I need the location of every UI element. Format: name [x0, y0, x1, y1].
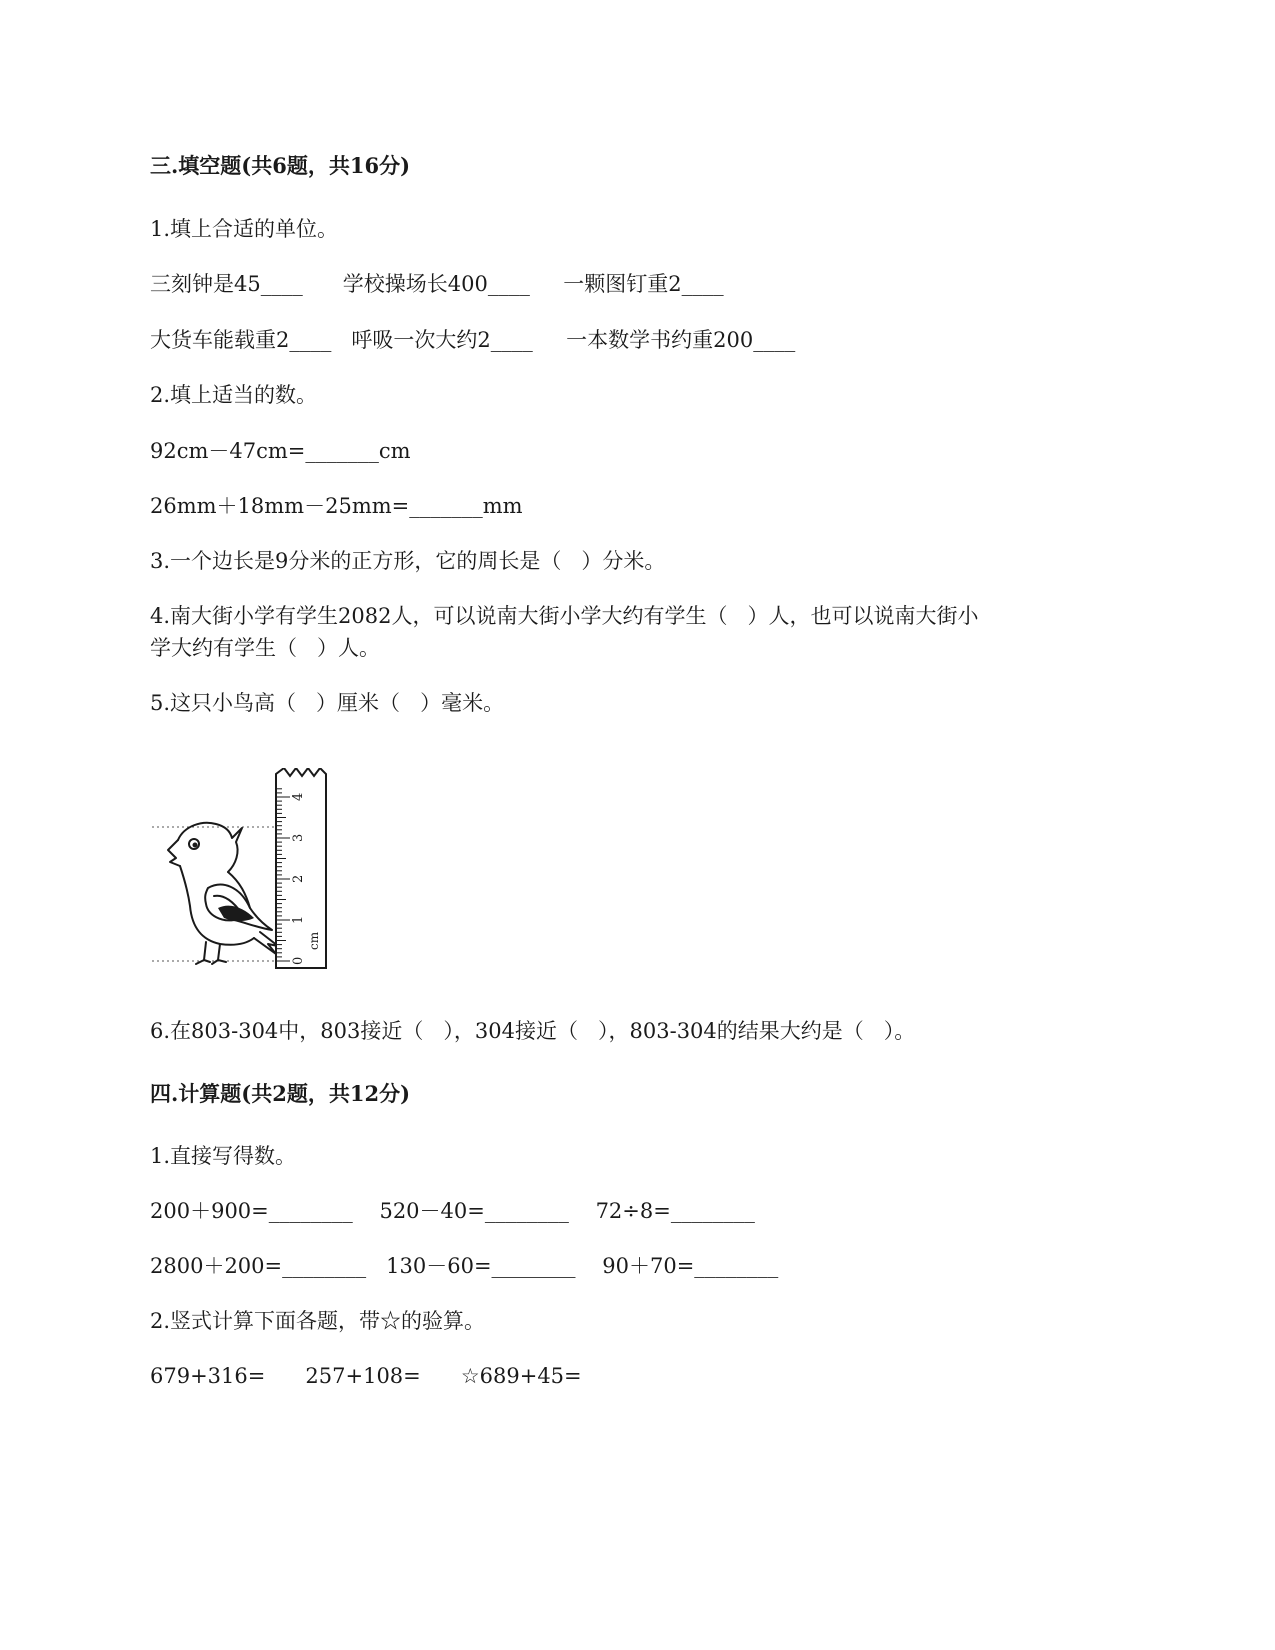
ruler-label-3: 3: [291, 833, 306, 842]
q1-line2: 大货车能载重2____ 呼吸一次大约2____ 一本数学书约重200____: [150, 328, 796, 352]
ruler-label-0: 0: [291, 956, 306, 965]
calc-q1-line1: 200＋900=________ 520－40=________ 72÷8=________: [150, 1199, 755, 1223]
q4-line1: 4.南大街小学有学生2082人，可以说南大街小学大约有学生（ ）人，也可以说南大街小: [150, 604, 979, 628]
q2-line2: 26mm＋18mm－25mm=_______mm: [150, 494, 523, 518]
bird-icon: [168, 823, 278, 964]
q2-line1: 92cm－47cm=_______cm: [150, 439, 411, 463]
calc-q1-prompt: 1.直接写得数。: [150, 1144, 297, 1168]
q1-line1: 三刻钟是45____ 学校操场长400____ 一颗图钉重2____: [150, 272, 724, 296]
q1-prompt: 1.填上合适的单位。: [150, 217, 339, 241]
calc-q2-line1: 679+316= 257+108= ☆689+45=: [150, 1364, 582, 1388]
q3-text: 3.一个边长是9分米的正方形，它的周长是（ ）分米。: [150, 549, 666, 573]
ruler-label-1: 1: [291, 915, 306, 924]
ruler-label-4: 4: [291, 792, 306, 801]
section3-heading: 三.填空题(共6题，共16分): [150, 153, 411, 178]
q5-text: 5.这只小鸟高（ ）厘米（ ）毫米。: [150, 691, 505, 715]
ruler-unit-label: cm: [307, 931, 321, 950]
ruler-icon: [276, 768, 326, 968]
ruler-label-2: 2: [291, 874, 306, 883]
q4-line2: 学大约有学生（ ）人。: [150, 636, 381, 660]
calc-q1-line2: 2800＋200=________ 130－60=________ 90＋70=________: [150, 1254, 779, 1278]
q6-text: 6.在803-304中，803接近（ ），304接近（ ），803-304的结果大约是（ ）。: [150, 1019, 916, 1043]
wing-shade: [218, 906, 254, 921]
q2-prompt: 2.填上适当的数。: [150, 383, 318, 407]
calc-q2-prompt: 2.竖式计算下面各题，带☆的验算。: [150, 1309, 486, 1333]
section4-heading: 四.计算题(共2题，共12分): [150, 1081, 411, 1106]
bird-ruler-figure: [150, 768, 350, 978]
